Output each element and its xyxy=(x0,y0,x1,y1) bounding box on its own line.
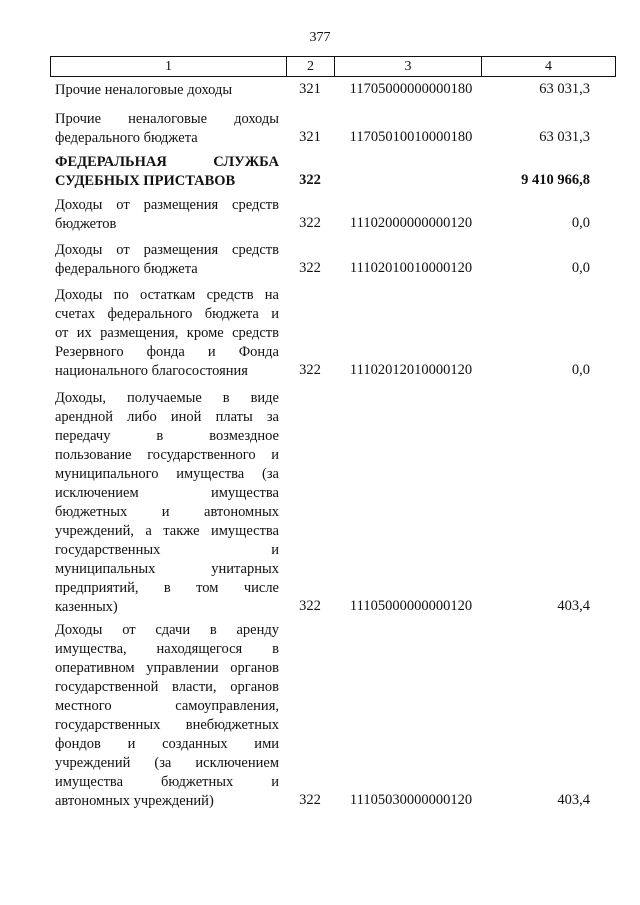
row-name-line: от их размещения, кроме средств xyxy=(55,325,279,341)
row-name-line: счетах федерального бюджета и xyxy=(55,306,279,322)
row-name-line: учреждений (за исключением xyxy=(55,755,279,771)
row-amount: 403,4 xyxy=(557,792,590,808)
row-amount: 0,0 xyxy=(571,215,590,231)
row-name-line: Доходы от сдачи в аренду xyxy=(55,622,279,638)
row-admin-code: 322 xyxy=(299,792,321,808)
row-name-line: СУДЕБНЫХ ПРИСТАВОВ xyxy=(55,173,236,189)
row-name-line: Доходы, получаемые в виде xyxy=(55,390,279,406)
row-name-line: исключением имущества xyxy=(55,485,279,501)
page-number: 377 xyxy=(309,30,331,45)
row-budget-code: 11105000000000120 xyxy=(349,598,473,614)
row-name xyxy=(55,286,279,381)
row-amount: 9 410 966,8 xyxy=(521,172,590,188)
row-name-line: автономных учреждений) xyxy=(55,793,214,809)
row-name-line: федерального бюджета xyxy=(55,130,198,146)
row-name-line: национального благосостояния xyxy=(55,363,248,379)
row-name-line: бюджетов xyxy=(55,216,117,232)
header-row xyxy=(51,57,616,77)
row-budget-code: 11705010010000180 xyxy=(349,129,473,145)
row-admin-code: 322 xyxy=(299,172,321,188)
row-name xyxy=(55,110,279,148)
row-name-line: ФЕДЕРАЛЬНАЯ СЛУЖБА xyxy=(55,154,279,170)
row-name-line: учреждений, а также имущества xyxy=(55,523,279,539)
row-budget-code: 11102000000000120 xyxy=(349,215,473,231)
row-name-line: бюджетных и автономных xyxy=(55,504,279,520)
row-name-line: имущества, находящегося в xyxy=(55,641,279,657)
row-admin-code: 322 xyxy=(299,598,321,614)
row-name xyxy=(55,81,279,100)
row-admin-code: 322 xyxy=(299,260,321,276)
row-name-line: муниципальных унитарных xyxy=(55,561,279,577)
column-header-table xyxy=(50,56,616,77)
row-name-line: Доходы от размещения средств xyxy=(55,242,279,258)
row-admin-code: 322 xyxy=(299,215,321,231)
row-name-line: федерального бюджета xyxy=(55,261,198,277)
row-name-line: арендной либо иной платы за xyxy=(55,409,279,425)
row-budget-code: 11102010010000120 xyxy=(349,260,473,276)
row-name-line: пользование государственного и xyxy=(55,447,279,463)
header-col-2: 2 xyxy=(287,57,335,77)
row-name-line: предприятий, в том числе xyxy=(55,580,279,596)
row-name-line: Доходы по остаткам средств на xyxy=(55,287,279,303)
row-amount: 0,0 xyxy=(571,362,590,378)
row-name-line: Прочие неналоговые доходы xyxy=(55,82,233,98)
row-name-line: государственных и xyxy=(55,542,279,558)
row-admin-code: 321 xyxy=(299,81,321,97)
row-name-line: местного самоуправления, xyxy=(55,698,279,714)
row-name-line: оперативном управлении органов xyxy=(55,660,279,676)
row-name-line: казенных) xyxy=(55,599,118,615)
row-amount: 63 031,3 xyxy=(539,129,590,145)
header-col-1: 1 xyxy=(51,57,287,77)
row-name-line: муниципального имущества (за xyxy=(55,466,279,482)
row-name-line: фондов и созданных ими xyxy=(55,736,279,752)
row-amount: 0,0 xyxy=(571,260,590,276)
row-amount: 63 031,3 xyxy=(539,81,590,97)
row-name xyxy=(55,153,279,191)
row-budget-code: 11105030000000120 xyxy=(349,792,473,808)
row-name xyxy=(55,389,279,617)
row-name-line: Доходы от размещения средств xyxy=(55,197,279,213)
row-admin-code: 322 xyxy=(299,362,321,378)
row-name-line: государственной власти, органов xyxy=(55,679,279,695)
row-name-line: имущества бюджетных и xyxy=(55,774,279,790)
row-name xyxy=(55,196,279,234)
row-budget-code: 11102012010000120 xyxy=(349,362,473,378)
row-name-line: государственных внебюджетных xyxy=(55,717,279,733)
header-col-4: 4 xyxy=(482,57,616,77)
row-name-line: передачу в возмездное xyxy=(55,428,279,444)
row-name xyxy=(55,621,279,811)
row-name xyxy=(55,241,279,279)
row-name-line: Резервного фонда и Фонда xyxy=(55,344,279,360)
row-admin-code: 321 xyxy=(299,129,321,145)
header-col-3: 3 xyxy=(335,57,482,77)
row-amount: 403,4 xyxy=(557,598,590,614)
row-budget-code: 11705000000000180 xyxy=(349,81,473,97)
row-name-line: Прочие неналоговые доходы xyxy=(55,111,279,127)
